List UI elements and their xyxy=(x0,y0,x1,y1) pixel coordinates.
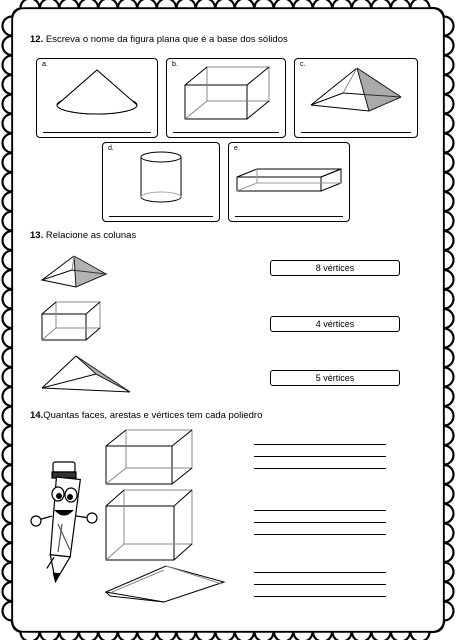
card-b-label: b. xyxy=(172,61,178,68)
answer-line[interactable] xyxy=(254,456,386,457)
q14-title xyxy=(30,410,262,421)
flat-prism-figure xyxy=(235,167,343,195)
option-8-vertices[interactable]: 8 vértices xyxy=(270,260,400,276)
card-d xyxy=(102,142,220,222)
q13-title xyxy=(30,230,136,241)
match-pyramid-figure xyxy=(40,254,110,290)
q14-text: Quantas faces, arestas e vértices tem cada poliedro xyxy=(43,410,263,421)
card-d-label: d. xyxy=(108,145,114,152)
answer-line[interactable] xyxy=(254,572,386,573)
card-c-answer-line[interactable] xyxy=(301,132,411,133)
q13-text: Relacione as colunas xyxy=(43,230,137,241)
option-5-vertices[interactable]: 5 vértices xyxy=(270,370,400,386)
answer-line[interactable] xyxy=(254,510,386,511)
q13-number: 13. xyxy=(30,230,44,241)
answer-line[interactable] xyxy=(254,534,386,535)
pencil-mascot xyxy=(28,460,100,586)
q12-text: Escreva o nome da figura plana que é a base dos sólidos xyxy=(43,34,288,45)
answer-line[interactable] xyxy=(254,522,386,523)
poliedro-3-figure xyxy=(104,564,226,604)
card-e-label: e. xyxy=(234,145,240,152)
match-triangular-pyramid-figure xyxy=(40,354,132,396)
option-4-vertices[interactable]: 4 vértices xyxy=(270,316,400,332)
answer-line[interactable] xyxy=(254,584,386,585)
card-d-answer-line[interactable] xyxy=(109,216,213,217)
cone-figure xyxy=(51,67,143,119)
card-b xyxy=(166,58,286,138)
card-c-label: c. xyxy=(300,61,306,68)
card-e xyxy=(228,142,350,222)
card-a-answer-line[interactable] xyxy=(43,132,151,133)
answer-line[interactable] xyxy=(254,468,386,469)
poliedro-1-figure xyxy=(104,428,196,486)
card-c xyxy=(294,58,418,138)
q12-title xyxy=(30,34,288,45)
rectangular-prism-figure xyxy=(183,65,273,121)
card-e-answer-line[interactable] xyxy=(235,216,343,217)
poliedro-2-figure xyxy=(104,488,196,562)
match-prism-figure xyxy=(40,300,104,342)
answer-line[interactable] xyxy=(254,444,386,445)
card-b-answer-line[interactable] xyxy=(173,132,279,133)
cylinder-figure xyxy=(137,149,185,205)
q12-number: 12. xyxy=(30,34,44,45)
square-pyramid-figure xyxy=(309,65,403,115)
card-a xyxy=(36,58,158,138)
card-a-label: a. xyxy=(42,61,48,68)
answer-line[interactable] xyxy=(254,596,386,597)
q14-number: 14. xyxy=(30,410,44,421)
